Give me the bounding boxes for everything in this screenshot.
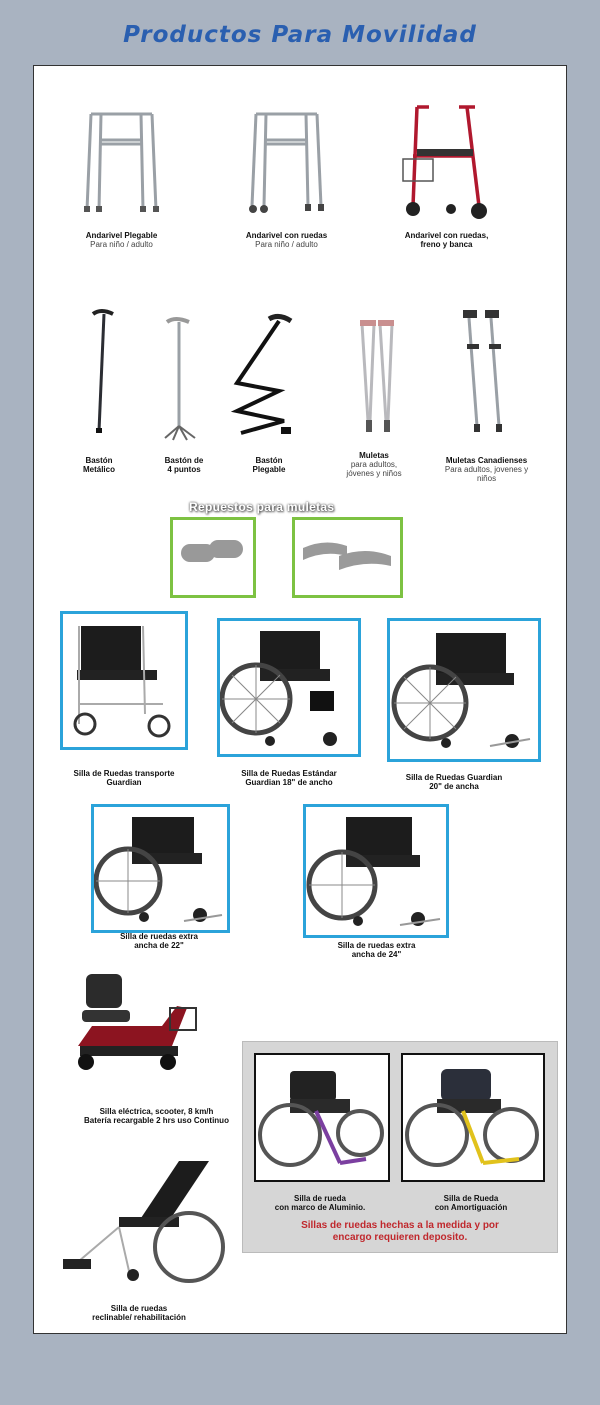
folding-walker-icon <box>79 106 164 216</box>
wheelchair-5-name-line2: ancha de 24" <box>351 950 402 959</box>
cane-2-name-line2: 4 puntos <box>167 465 201 474</box>
wheelchair-transport-frame <box>60 611 188 750</box>
wheelchair-3-name: Silla de Ruedas Guardian <box>405 773 503 782</box>
wheelchair-22-frame <box>91 804 230 933</box>
spares-title: Repuestos para muletas <box>189 500 335 514</box>
scooter-name-line2: Batería recargable 2 hrs uso Continuo <box>84 1116 229 1125</box>
cane-1-name: Bastón <box>85 456 113 465</box>
walker-1-sub: Para niño / adulto <box>90 240 153 249</box>
crutch-pads-frame <box>292 517 403 598</box>
quad-cane-icon <box>159 314 204 444</box>
wheelchair-4-name: Silla de ruedas extra <box>120 932 198 941</box>
crutch-pads-icon <box>295 520 400 595</box>
crutches-sub-line2: jóvenes y niños <box>346 469 402 478</box>
wheelchair-5-name: Silla de ruedas extra <box>337 941 416 950</box>
crutch-grips-frame <box>170 517 256 598</box>
page-title: Productos Para Movilidad <box>123 22 477 48</box>
wheeled-walker-icon <box>244 106 329 216</box>
scooter-icon <box>72 966 212 1091</box>
aluminum-chair-frame <box>254 1053 390 1182</box>
walker-2-sub: Para niño / adulto <box>255 240 318 249</box>
canadian-crutches-name: Muletas Canadienses <box>445 456 528 465</box>
custom-chair-1-name: Silla de rueda <box>293 1194 347 1203</box>
custom-chair-2-name: Silla de Rueda <box>443 1194 499 1203</box>
wheelchair-3-name-line2: 20" de ancha <box>429 782 479 791</box>
wheelchair-icon <box>94 807 227 930</box>
custom-chairs-box <box>242 1041 558 1253</box>
wheelchair-24-frame <box>303 804 449 938</box>
suspension-chair-frame <box>401 1053 545 1182</box>
walker-3-name: Andarivel con ruedas, <box>404 231 489 240</box>
wheelchair-standard-frame <box>217 618 361 757</box>
crutches-icon <box>352 316 402 446</box>
custom-chair-2-name-line2: con Amortiguación <box>434 1203 508 1212</box>
walker-2-name: Andarivel con ruedas <box>245 231 328 240</box>
cane-1-name-line2: Metálico <box>82 465 115 474</box>
wheelchair-1-name-line2: Guardian <box>106 778 142 787</box>
crutch-grips-icon <box>173 520 253 595</box>
wheelchair-1-name: Silla de Ruedas transporte <box>73 769 175 778</box>
walker-1-name: Andarivel Plegable <box>85 231 158 240</box>
wheelchair-2-name: Silla de Ruedas Estándar <box>241 769 337 778</box>
cane-3-name-line2: Plegable <box>252 465 286 474</box>
wheelchair-icon <box>306 807 446 935</box>
canadian-crutches-sub-line2: niños <box>476 474 497 483</box>
wheelchair-2-name-line2: Guardian 18" de ancho <box>245 778 333 787</box>
walker-3-name-line2: freno y banca <box>420 240 473 249</box>
aluminum-wheelchair-icon <box>256 1055 388 1180</box>
custom-note-line2: encargo requieren deposito. <box>332 1232 468 1243</box>
custom-note: Sillas de ruedas hechas a la medida y por <box>301 1220 499 1231</box>
canadian-crutches-icon <box>459 306 509 436</box>
wheelchair-4-name-line2: ancha de 22" <box>134 941 184 950</box>
product-panel <box>33 65 567 1334</box>
wheelchair-icon <box>63 614 185 747</box>
reclining-wheelchair-icon <box>59 1151 229 1291</box>
scooter-name: Silla eléctrica, scooter, 8 km/h <box>99 1107 214 1116</box>
wheelchair-guardian-frame <box>387 618 541 762</box>
crutches-name: Muletas <box>359 451 389 460</box>
canadian-crutches-sub: Para adultos, jovenes y <box>444 465 529 474</box>
wheelchair-icon <box>390 621 538 759</box>
custom-chair-1-name-line2: con marco de Aluminio. <box>274 1203 366 1212</box>
folding-cane-icon <box>229 311 304 441</box>
rollator-icon <box>399 101 494 226</box>
suspension-wheelchair-icon <box>403 1055 543 1180</box>
cane-3-name: Bastón <box>255 456 283 465</box>
recliner-name: Silla de ruedas <box>110 1304 168 1313</box>
cane-2-name: Bastón de <box>164 456 204 465</box>
crutches-sub: para adultos, <box>350 460 398 469</box>
recliner-name-line2: reclinable/ rehabilitación <box>92 1313 186 1322</box>
wheelchair-icon <box>220 621 358 754</box>
metal-cane-icon <box>89 306 119 436</box>
